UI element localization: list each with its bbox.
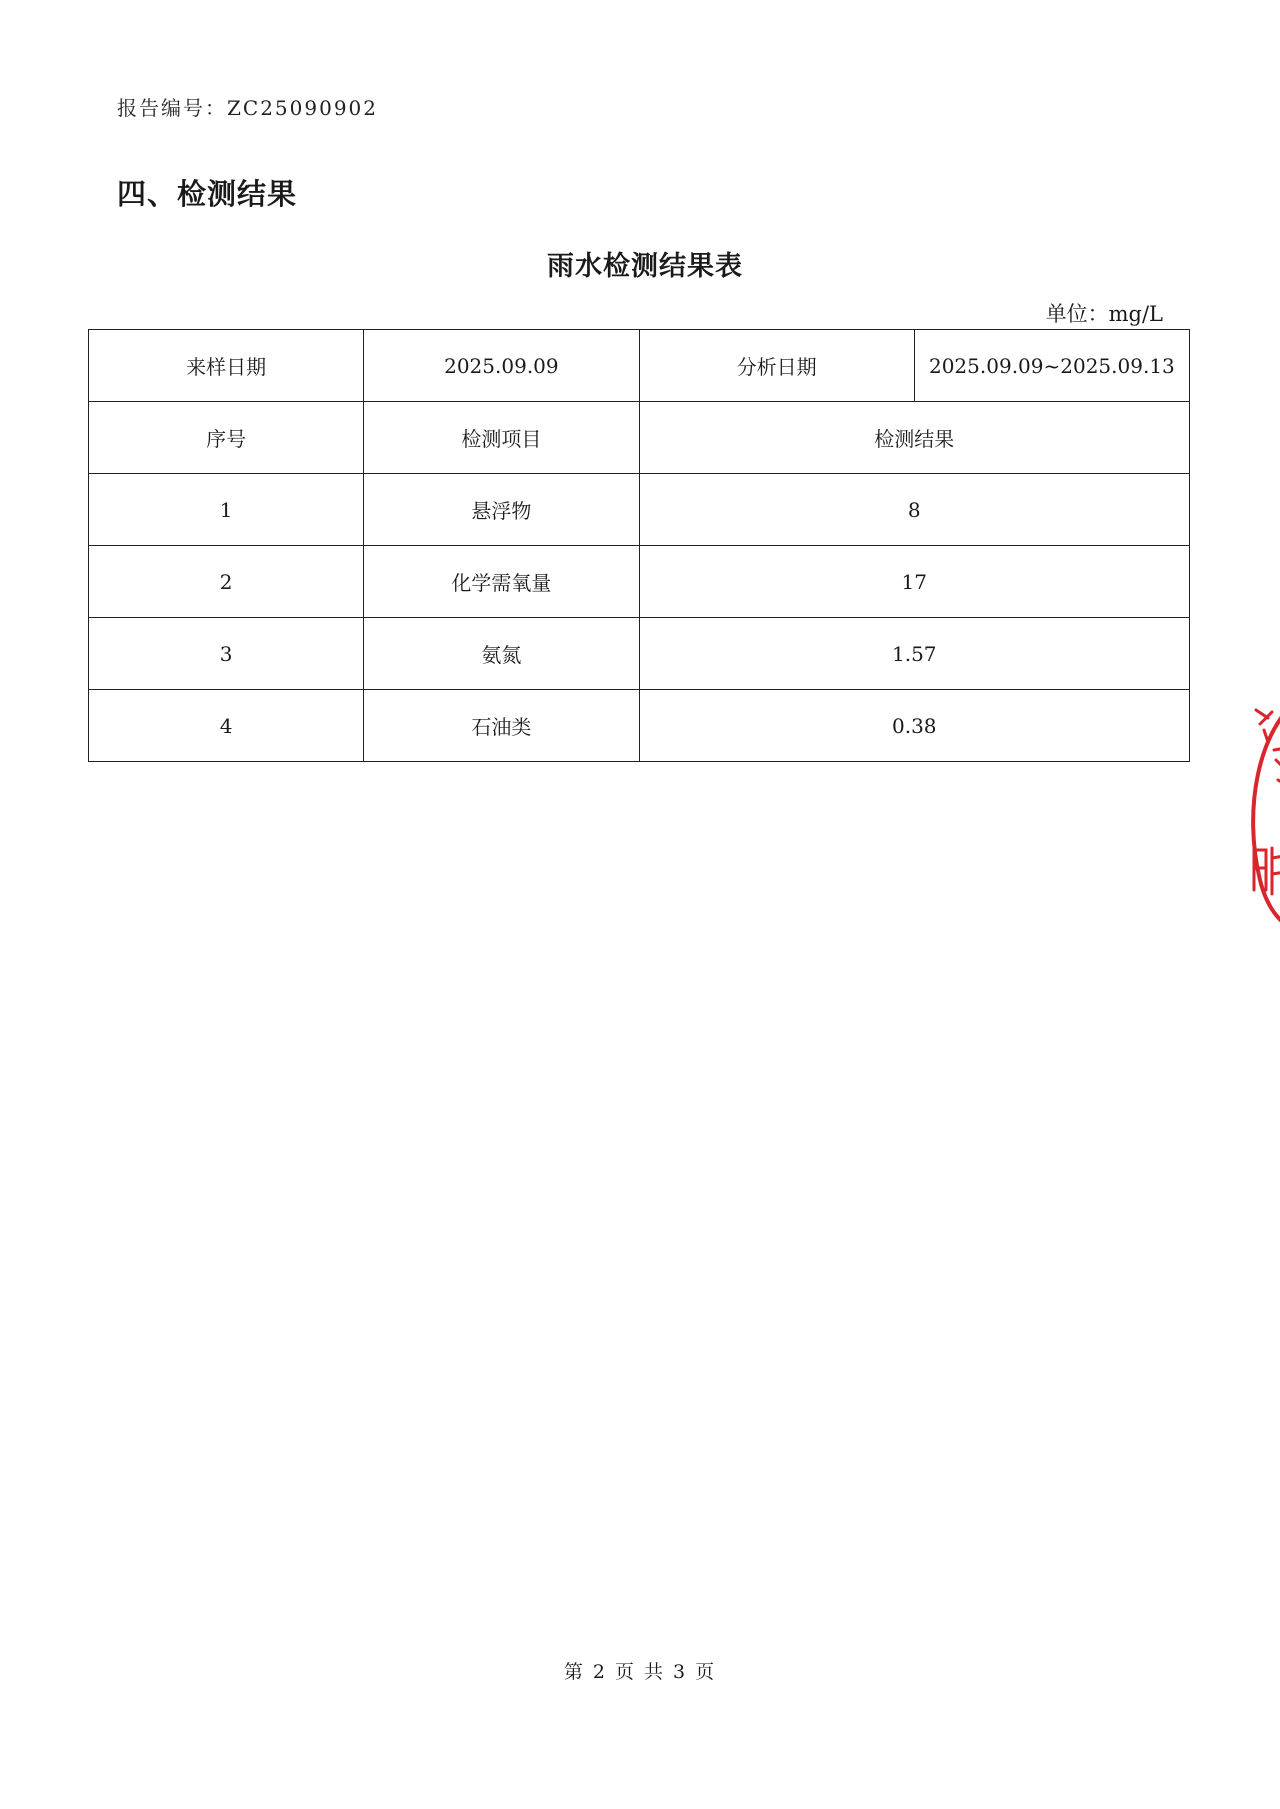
sampling-date-label: 来样日期	[89, 330, 364, 402]
results-table	[88, 329, 1190, 762]
section-title: 四、检测结果	[117, 177, 298, 211]
table-row	[89, 546, 1190, 618]
column-header-result: 检测结果	[639, 402, 1190, 474]
unit-label: 单位：mg/L	[1045, 302, 1163, 326]
table-row-dates	[89, 330, 1190, 402]
page-footer: 第 2 页 共 3 页	[563, 1661, 717, 1683]
row-item: 氨氮	[364, 618, 639, 690]
row-item: 化学需氧量	[364, 546, 639, 618]
row-no: 3	[89, 618, 364, 690]
column-header-no: 序号	[89, 402, 364, 474]
row-result: 1.57	[639, 618, 1190, 690]
seal-stamp	[1238, 690, 1280, 940]
row-result: 0.38	[639, 690, 1190, 762]
row-result: 17	[639, 546, 1190, 618]
row-item: 石油类	[364, 690, 639, 762]
row-no: 4	[89, 690, 364, 762]
table-row	[89, 690, 1190, 762]
table-title: 雨水检测结果表	[547, 251, 743, 282]
table-row	[89, 618, 1190, 690]
table-row	[89, 474, 1190, 546]
table-header-row	[89, 402, 1190, 474]
row-no: 2	[89, 546, 364, 618]
seal-stamp-glyph-mid	[1274, 748, 1280, 786]
analysis-date-value: 2025.09.09~2025.09.13	[914, 330, 1189, 402]
report-number: 报告编号：ZC25090902	[117, 96, 378, 120]
row-no: 1	[89, 474, 364, 546]
row-result: 8	[639, 474, 1190, 546]
row-item: 悬浮物	[364, 474, 639, 546]
sampling-date-value: 2025.09.09	[364, 330, 639, 402]
column-header-item: 检测项目	[364, 402, 639, 474]
analysis-date-label: 分析日期	[639, 330, 914, 402]
